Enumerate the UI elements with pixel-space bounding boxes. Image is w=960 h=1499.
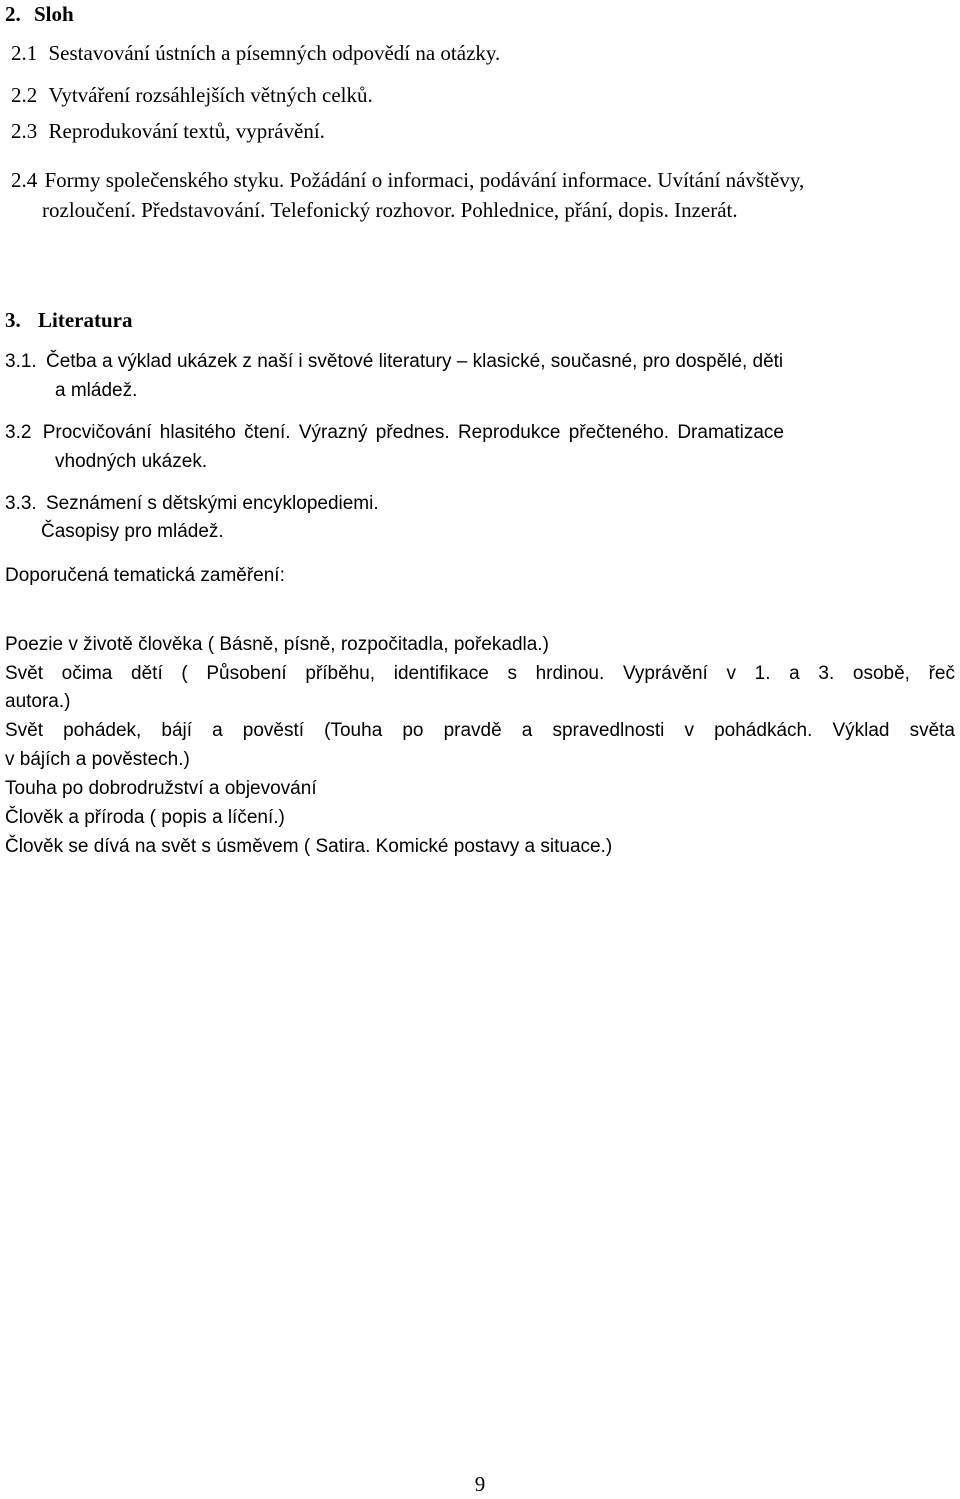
literatura-heading-number: 3. xyxy=(5,308,21,332)
sloh-item-2-3 xyxy=(5,117,325,146)
item-number: 3.2 xyxy=(5,422,32,443)
theme-svet-pohadek-continuation: v bájích a pověstech.) xyxy=(5,749,190,770)
theme-svet-pohadek: Svět pohádek, bájí a pověstí (Touha po pravdě a spravedlnosti v pohádkách. Výklad světa xyxy=(5,720,955,741)
item-text: Četba a výklad ukázek z naší i světové literatury – klasické, současné, pro dospělé, děti xyxy=(45,351,784,372)
item-number: 3.1. xyxy=(5,351,37,372)
theme-svet-ocima-deti-continuation: autora.) xyxy=(5,691,71,712)
theme-poezie: Poezie v životě člověka ( Básně, písně, rozpočitadla, pořekadla.) xyxy=(5,634,549,655)
literatura-heading xyxy=(5,306,132,335)
literatura-item-3-2-continuation: vhodných ukázek. xyxy=(55,451,208,472)
item-text: Procvičování hlasitého čtení. Výrazný přednes. Reprodukce přečteného. Dramatizace xyxy=(42,422,784,443)
sloh-item-2-4 xyxy=(5,166,804,195)
theme-svet-ocima-deti: Svět očima dětí ( Působení příběhu, identifikace s hrdinou. Vyprávění v 1. a 3. osobě, řeč xyxy=(5,663,955,684)
sloh-item-2-1 xyxy=(5,39,500,68)
item-text: Formy společenského styku. Požádání o informaci, podávání informace. Uvítání návštěvy, xyxy=(44,168,805,192)
page-number: 9 xyxy=(474,1472,486,1496)
literatura-item-3-1-continuation: a mládež. xyxy=(55,380,138,401)
sloh-item-2-4-continuation: rozloučení. Představování. Telefonický rozhovor. Pohlednice, přání, dopis. Inzerát. xyxy=(42,198,738,222)
item-text: Sestavování ústních a písemných odpovědí na otázky. xyxy=(48,41,501,65)
item-number: 2.4 xyxy=(11,168,38,192)
item-text: Seznámení s dětskými encyklopediemi. xyxy=(45,493,379,514)
theme-clovek-a-priroda: Člověk a příroda ( popis a líčení.) xyxy=(5,807,285,828)
item-number: 2.3 xyxy=(11,119,38,143)
sloh-heading-number: 2. xyxy=(5,2,21,26)
literatura-item-3-3 xyxy=(5,489,379,518)
item-text: Reprodukování textů, vyprávění. xyxy=(48,119,325,143)
sloh-heading-title: Sloh xyxy=(34,2,74,26)
themes-label: Doporučená tematická zaměření: xyxy=(5,565,285,586)
item-text: Vytváření rozsáhlejších větných celků. xyxy=(48,83,373,107)
item-number: 3.3. xyxy=(5,493,37,514)
sloh-item-2-2 xyxy=(5,81,373,110)
literatura-item-3-1 xyxy=(5,347,783,376)
theme-clovek-s-usmevem: Člověk se dívá na svět s úsměvem ( Satira. Komické postavy a situace.) xyxy=(5,836,613,857)
item-number: 2.2 xyxy=(11,83,38,107)
item-number: 2.1 xyxy=(11,41,38,65)
literatura-item-3-3-continuation: Časopisy pro mládež. xyxy=(41,521,224,542)
literatura-item-3-2 xyxy=(5,418,784,447)
theme-dobrodruzstvi: Touha po dobrodružství a objevování xyxy=(5,778,317,799)
sloh-heading xyxy=(5,0,74,29)
literatura-heading-title: Literatura xyxy=(38,308,133,332)
